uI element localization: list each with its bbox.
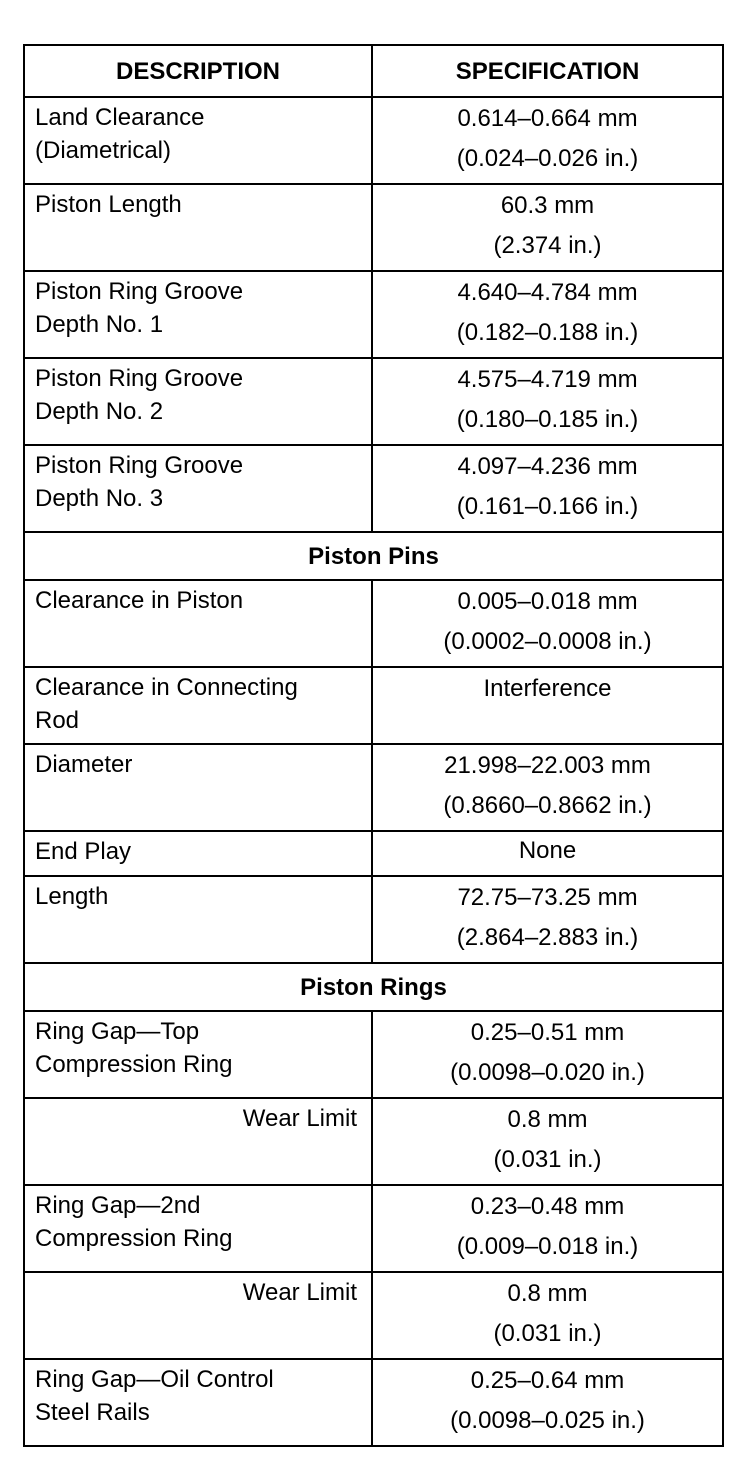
description-cell [24, 1359, 372, 1446]
table-row [24, 1185, 723, 1272]
specification-cell [372, 184, 723, 271]
description-cell [24, 445, 372, 532]
table-row [24, 1011, 723, 1098]
spec-imperial: (0.161–0.166 in.) [456, 493, 639, 520]
description-text: Diameter [35, 751, 133, 778]
spec-imperial: (0.031 in.) [493, 1320, 602, 1347]
description-text: Rod [35, 707, 80, 734]
description-cell [24, 580, 372, 667]
description-text: Length [35, 883, 109, 910]
section-row-piston-pins [24, 532, 723, 580]
description-text: (Diametrical) [35, 137, 172, 164]
specification-cell [372, 1185, 723, 1272]
spec-metric: 0.25–0.64 mm [470, 1367, 625, 1394]
spec-metric: 0.25–0.51 mm [470, 1019, 625, 1046]
specification-table [23, 44, 724, 1447]
spec-metric: 0.614–0.664 mm [457, 105, 638, 132]
spec-imperial: (0.182–0.188 in.) [456, 319, 639, 346]
specification-cell [372, 271, 723, 358]
description-text: Wear Limit [242, 1279, 357, 1306]
description-text: Ring Gap—Top [35, 1018, 200, 1045]
section-title: Piston Pins [24, 532, 723, 580]
specification-cell [372, 1272, 723, 1359]
description-cell [24, 744, 372, 831]
table-row [24, 271, 723, 358]
description-text: Land Clearance [35, 104, 205, 131]
description-cell [24, 184, 372, 271]
spec-metric: 60.3 mm [500, 192, 595, 219]
spec-metric: 0.8 mm [507, 1280, 588, 1307]
spec-imperial: (0.0098–0.020 in.) [450, 1059, 645, 1086]
section-title: Piston Rings [24, 963, 723, 1011]
table-row [24, 831, 723, 876]
description-header: DESCRIPTION [24, 45, 372, 97]
description-text: End Play [35, 838, 132, 865]
specification-cell [372, 580, 723, 667]
description-text: Piston Ring Groove [35, 278, 244, 305]
header-row [24, 45, 723, 97]
description-cell [24, 831, 372, 876]
spec-metric: 21.998–22.003 mm [444, 752, 651, 779]
description-cell [24, 667, 372, 744]
specification-cell [372, 831, 723, 876]
description-text: Ring Gap—2nd [35, 1192, 201, 1219]
description-text: Compression Ring [35, 1051, 233, 1078]
specification-cell [372, 97, 723, 184]
table-row [24, 667, 723, 744]
spec-metric: 4.575–4.719 mm [457, 366, 638, 393]
spec-metric: 4.640–4.784 mm [457, 279, 638, 306]
specification-cell [372, 1098, 723, 1185]
spec-imperial: (0.009–0.018 in.) [456, 1233, 639, 1260]
description-text: Depth No. 1 [35, 311, 164, 338]
spec-metric: 0.005–0.018 mm [457, 588, 638, 615]
specification-cell [372, 744, 723, 831]
section-row-piston-rings [24, 963, 723, 1011]
spec-imperial: (0.031 in.) [493, 1146, 602, 1173]
specification-cell [372, 1359, 723, 1446]
table-row [24, 580, 723, 667]
description-cell [24, 1011, 372, 1098]
description-text: Piston Length [35, 191, 182, 218]
spec-value: Interference [483, 675, 612, 702]
specification-header: SPECIFICATION [372, 45, 723, 97]
spec-imperial: (0.8660–0.8662 in.) [443, 792, 652, 819]
spec-imperial: (0.0002–0.0008 in.) [443, 628, 652, 655]
description-cell [24, 1098, 372, 1185]
specification-cell [372, 876, 723, 963]
description-text: Ring Gap—Oil Control [35, 1366, 274, 1393]
specification-cell [372, 1011, 723, 1098]
table-row [24, 358, 723, 445]
table-row [24, 445, 723, 532]
description-text: Depth No. 2 [35, 398, 164, 425]
description-cell [24, 271, 372, 358]
spec-imperial: (2.374 in.) [493, 232, 602, 259]
description-text: Steel Rails [35, 1399, 150, 1426]
description-text: Clearance in Connecting [35, 674, 298, 701]
spec-value: None [518, 837, 577, 864]
table-row [24, 1272, 723, 1359]
spec-metric: 0.23–0.48 mm [470, 1193, 625, 1220]
table-row [24, 184, 723, 271]
table-row [24, 876, 723, 963]
description-text: Compression Ring [35, 1225, 233, 1252]
spec-imperial: (0.0098–0.025 in.) [450, 1407, 645, 1434]
description-cell [24, 97, 372, 184]
spec-imperial: (2.864–2.883 in.) [456, 924, 639, 951]
table-row [24, 1359, 723, 1446]
spec-imperial: (0.180–0.185 in.) [456, 406, 639, 433]
specification-cell [372, 667, 723, 744]
description-text: Clearance in Piston [35, 587, 244, 614]
spec-metric: 72.75–73.25 mm [457, 884, 638, 911]
description-cell [24, 1185, 372, 1272]
description-cell [24, 358, 372, 445]
specification-cell [372, 358, 723, 445]
spec-metric: 0.8 mm [507, 1106, 588, 1133]
spec-imperial: (0.024–0.026 in.) [456, 145, 639, 172]
description-text: Depth No. 3 [35, 485, 164, 512]
table-row [24, 97, 723, 184]
specification-cell [372, 445, 723, 532]
table-row [24, 744, 723, 831]
description-cell [24, 876, 372, 963]
description-text: Piston Ring Groove [35, 452, 244, 479]
description-text: Wear Limit [242, 1105, 357, 1132]
spec-metric: 4.097–4.236 mm [457, 453, 638, 480]
description-text: Piston Ring Groove [35, 365, 244, 392]
table-row [24, 1098, 723, 1185]
description-cell [24, 1272, 372, 1359]
